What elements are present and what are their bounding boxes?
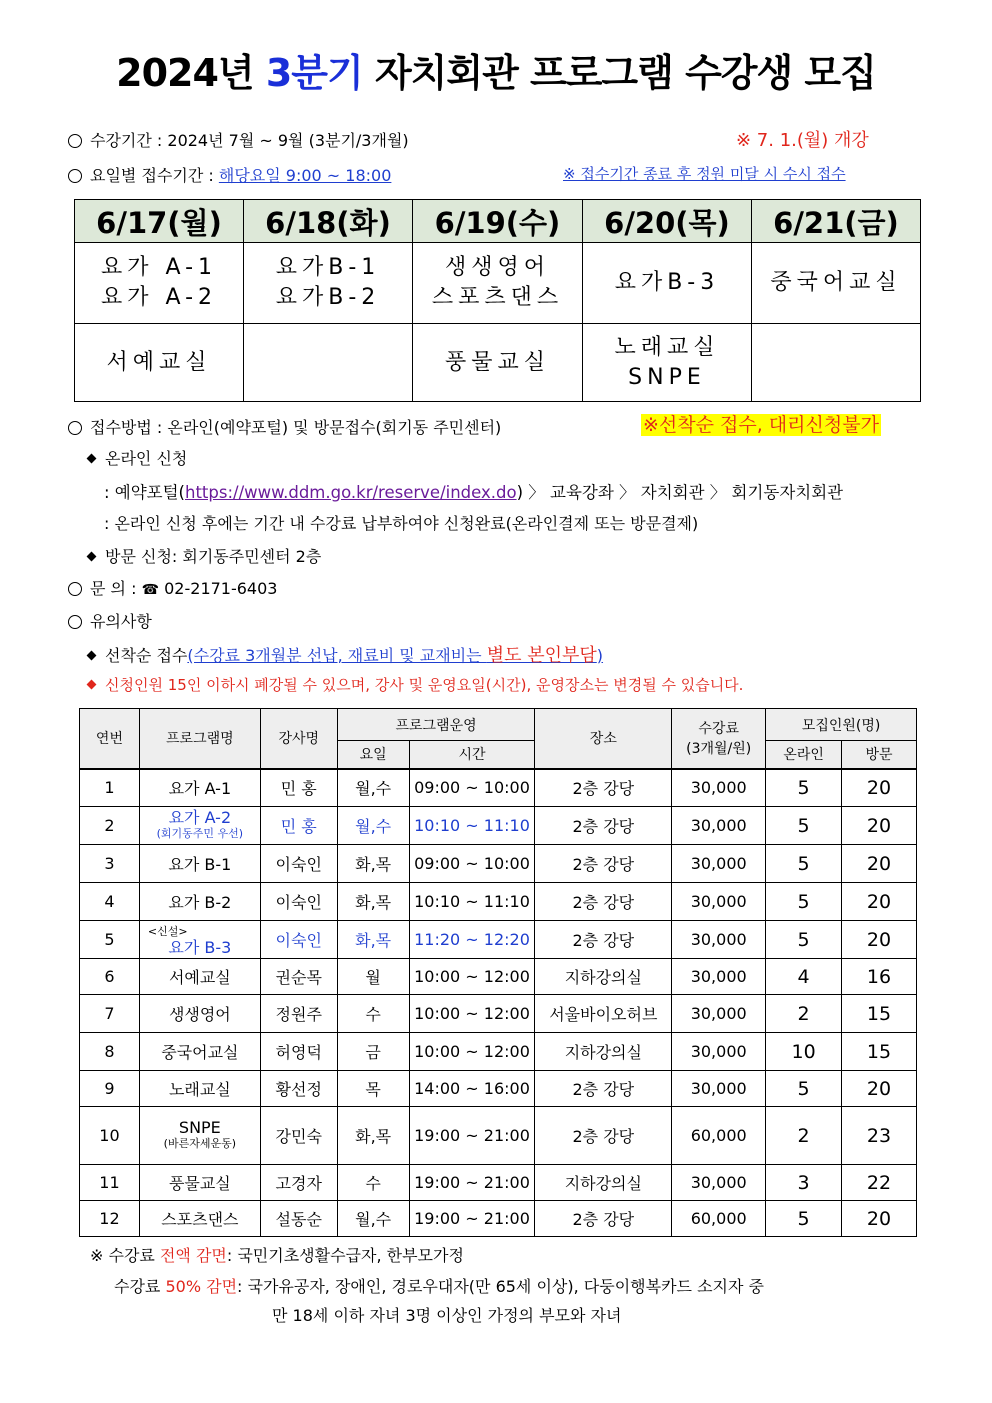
header-place: 장소 — [535, 709, 672, 769]
cell-time: 10:10 ~ 11:10 — [409, 807, 535, 845]
cell-teacher: 민 홍 — [260, 807, 337, 845]
cell-online: 5 — [766, 845, 842, 883]
cell-no: 6 — [80, 959, 140, 995]
cell-fee: 30,000 — [672, 995, 766, 1033]
cell-place: 2층 강당 — [535, 921, 672, 959]
schedule-program: 요가B-3 — [614, 270, 720, 295]
cell-day: 월,수 — [337, 1201, 409, 1237]
header-no: 연번 — [80, 709, 140, 769]
circle-bullet-icon — [68, 421, 82, 435]
program-name: 스포츠댄스 — [161, 1210, 239, 1229]
portal-link[interactable]: https://www.ddm.go.kr/reserve/index.do — [185, 483, 517, 502]
online-note: : 온라인 신청 후에는 기간 내 수강료 납부하여야 신청완료(온라인결제 또는 방문결제) — [104, 514, 699, 533]
program-table — [79, 708, 917, 1237]
schedule-day-header: 6/20(목) — [582, 200, 751, 243]
notes-title: 유의사항 — [68, 609, 152, 632]
cell-no: 12 — [80, 1201, 140, 1237]
cell-online: 5 — [766, 921, 842, 959]
table-row — [80, 1071, 917, 1107]
cell-visit: 20 — [842, 1071, 917, 1107]
cell-place: 2층 강당 — [535, 1071, 672, 1107]
cell-online: 2 — [766, 995, 842, 1033]
cell-day: 월,수 — [337, 807, 409, 845]
notes-item-2: 신청인원 15인 이하시 폐강될 수 있으며, 강사 및 운영요일(시간), 운영장소는 변경될 수 있습니다. — [84, 674, 743, 695]
cell-day: 화,목 — [337, 1107, 409, 1165]
cell-no: 3 — [80, 845, 140, 883]
period-line: 수강기간 : 2024년 7월 ~ 9월 (3분기/3개월) — [68, 128, 409, 151]
cell-no: 9 — [80, 1071, 140, 1107]
header-online: 온라인 — [766, 741, 842, 769]
schedule-cell — [244, 324, 413, 402]
cell-place: 2층 강당 — [535, 1107, 672, 1165]
cell-online: 5 — [766, 769, 842, 807]
cell-visit: 20 — [842, 1201, 917, 1237]
table-row — [80, 959, 917, 995]
program-name: 풍물교실 — [168, 1174, 231, 1193]
schedule-program: 요가B-1 — [275, 255, 381, 280]
cell-no: 11 — [80, 1165, 140, 1201]
header-time: 시간 — [409, 741, 535, 769]
schedule-cell — [582, 243, 751, 324]
reception-note: ※ 접수기간 종료 후 정원 미달 시 수시 접수 — [563, 165, 846, 183]
cell-time: 11:20 ~ 12:20 — [409, 921, 535, 959]
cell-name — [139, 1165, 260, 1201]
cell-teacher: 고경자 — [260, 1165, 337, 1201]
cell-no: 7 — [80, 995, 140, 1033]
table-row — [80, 995, 917, 1033]
cell-name — [139, 845, 260, 883]
diamond-bullet-icon — [87, 552, 97, 562]
header-teacher: 강사명 — [260, 709, 337, 769]
cell-visit: 23 — [842, 1107, 917, 1165]
cell-teacher: 강민숙 — [260, 1107, 337, 1165]
program-name: 요가 A-1 — [168, 779, 232, 799]
cell-time: 14:00 ~ 16:00 — [409, 1071, 535, 1107]
schedule-program: 중국어교실 — [770, 270, 902, 295]
cell-day: 화,목 — [337, 845, 409, 883]
cell-online: 2 — [766, 1107, 842, 1165]
cell-time: 19:00 ~ 21:00 — [409, 1201, 535, 1237]
footer-line-2: 수강료 50% 감면: 국가유공자, 장애인, 경로우대자(만 65세 이상), 다둥이행복카드 소지자 중 — [114, 1277, 764, 1296]
notes-item-1: 선착순 접수(수강료 3개월분 선납, 재료비 및 교재비는 별도 본인부담) — [84, 641, 603, 667]
cell-fee: 30,000 — [672, 959, 766, 995]
cell-fee: 30,000 — [672, 845, 766, 883]
footer-line-3: 만 18세 이하 자녀 3명 이상인 가정의 부모와 자녀 — [272, 1306, 622, 1325]
cell-name — [139, 807, 260, 845]
cell-name — [139, 995, 260, 1033]
circle-bullet-icon — [68, 134, 82, 148]
cell-online: 4 — [766, 959, 842, 995]
cell-teacher: 설동순 — [260, 1201, 337, 1237]
cell-day: 금 — [337, 1033, 409, 1071]
cell-time: 09:00 ~ 10:00 — [409, 769, 535, 807]
cell-teacher: 정원주 — [260, 995, 337, 1033]
table-row — [80, 769, 917, 807]
cell-fee: 30,000 — [672, 883, 766, 921]
cell-day: 월,수 — [337, 769, 409, 807]
diamond-bullet-icon — [87, 651, 97, 661]
cell-name — [139, 1033, 260, 1071]
cell-no: 1 — [80, 769, 140, 807]
cell-time: 09:00 ~ 10:00 — [409, 845, 535, 883]
program-name: SNPE — [178, 1117, 221, 1137]
program-name: 노래교실 — [168, 1080, 231, 1099]
diamond-bullet-icon — [87, 454, 97, 464]
schedule-program: 요가 A-1 — [101, 255, 217, 280]
schedule-program: SNPE — [628, 364, 706, 390]
cell-day: 수 — [337, 1165, 409, 1201]
cell-name — [139, 1201, 260, 1237]
contact-line: 문 의 : ☎ 02-2171-6403 — [68, 576, 277, 599]
cell-fee: 60,000 — [672, 1201, 766, 1237]
cell-name — [139, 1107, 260, 1165]
cell-place: 2층 강당 — [535, 845, 672, 883]
footer-line-1: ※ 수강료 전액 감면: 국민기초생활수급자, 한부모가정 — [90, 1246, 464, 1265]
schedule-program: 노래교실 — [614, 334, 720, 360]
header-day: 요일 — [337, 741, 409, 769]
header-fee: 수강료 (3개월/원) — [672, 709, 766, 769]
cell-name — [139, 959, 260, 995]
cell-visit: 15 — [842, 1033, 917, 1071]
cell-online: 10 — [766, 1033, 842, 1071]
program-name: 요가 B-2 — [168, 893, 232, 912]
table-row — [80, 1033, 917, 1071]
cell-place: 2층 강당 — [535, 1201, 672, 1237]
cell-name — [139, 883, 260, 921]
schedule-program: 서예교실 — [106, 349, 212, 375]
cell-no: 5 — [80, 921, 140, 959]
cell-visit: 22 — [842, 1165, 917, 1201]
header-quota: 모집인원(명) — [766, 709, 917, 741]
cell-no: 8 — [80, 1033, 140, 1071]
cell-teacher: 민 홍 — [260, 769, 337, 807]
cell-visit: 20 — [842, 845, 917, 883]
cell-teacher: 권순목 — [260, 959, 337, 995]
cell-name — [139, 1071, 260, 1107]
cell-fee: 30,000 — [672, 1071, 766, 1107]
cell-online: 5 — [766, 883, 842, 921]
schedule-program: 스포츠댄스 — [431, 285, 564, 310]
cell-day: 목 — [337, 1071, 409, 1107]
cell-no: 10 — [80, 1107, 140, 1165]
schedule-day-header: 6/17(월) — [75, 200, 244, 243]
cell-visit: 15 — [842, 995, 917, 1033]
circle-bullet-icon — [68, 615, 82, 629]
header-operation: 프로그램운영 — [337, 709, 535, 741]
phone-icon: ☎ — [141, 582, 160, 598]
cell-fee: 30,000 — [672, 769, 766, 807]
cell-time: 10:00 ~ 12:00 — [409, 995, 535, 1033]
cell-visit: 20 — [842, 883, 917, 921]
reception-line: 요일별 접수기간 : 해당요일 9:00 ~ 18:00 — [68, 163, 391, 186]
cell-name — [139, 769, 260, 807]
method-line: 접수방법 : 온라인(예약포털) 및 방문접수(회기동 주민센터) — [68, 415, 501, 438]
cell-fee: 60,000 — [672, 1107, 766, 1165]
cell-day: 월 — [337, 959, 409, 995]
cell-no: 4 — [80, 883, 140, 921]
new-tag: <신설> — [147, 924, 188, 938]
cell-time: 19:00 ~ 21:00 — [409, 1165, 535, 1201]
schedule-program: 요가B-2 — [275, 285, 381, 310]
table-row — [80, 807, 917, 845]
diamond-bullet-icon — [87, 680, 97, 690]
cell-teacher: 이숙인 — [260, 883, 337, 921]
cell-no: 2 — [80, 807, 140, 845]
reception-schedule-table — [74, 199, 921, 402]
cell-teacher: 이숙인 — [260, 845, 337, 883]
program-name: 생생영어 — [168, 1005, 231, 1024]
table-row — [80, 1201, 917, 1237]
cell-teacher: 이숙인 — [260, 921, 337, 959]
method-highlight: ※선착순 접수, 대리신청불가 — [643, 414, 879, 436]
table-row — [80, 921, 917, 959]
cell-online: 3 — [766, 1165, 842, 1201]
schedule-cell — [244, 243, 413, 324]
opening-note: ※ 7. 1.(월) 개강 — [736, 130, 869, 151]
table-row — [80, 1107, 917, 1165]
cell-place: 서울바이오허브 — [535, 995, 672, 1033]
schedule-day-header: 6/19(수) — [413, 200, 583, 243]
cell-time: 10:00 ~ 12:00 — [409, 1033, 535, 1071]
cell-fee: 30,000 — [672, 921, 766, 959]
program-name: 요가 A-2 — [168, 807, 232, 827]
program-name: 중국어교실 — [161, 1043, 239, 1062]
schedule-cell — [75, 324, 244, 402]
schedule-cell — [751, 243, 920, 324]
program-name: 서예교실 — [168, 968, 231, 987]
page-title: 2024년 3분기 자치회관 프로그램 수강생 모집 — [116, 51, 876, 95]
visit-line: 방문 신청: 회기동주민센터 2층 — [84, 544, 321, 567]
circle-bullet-icon — [68, 169, 82, 183]
schedule-program: 풍물교실 — [444, 349, 550, 375]
program-subtitle: (회기동주민 우선) — [156, 826, 244, 840]
cell-time: 19:00 ~ 21:00 — [409, 1107, 535, 1165]
header-visit: 방문 — [842, 741, 917, 769]
cell-place: 2층 강당 — [535, 769, 672, 807]
cell-place: 2층 강당 — [535, 807, 672, 845]
cell-time: 10:10 ~ 11:10 — [409, 883, 535, 921]
cell-teacher: 황선정 — [260, 1071, 337, 1107]
schedule-cell — [413, 243, 583, 324]
schedule-cell — [751, 324, 920, 402]
cell-place: 2층 강당 — [535, 883, 672, 921]
schedule-day-header: 6/21(금) — [751, 200, 920, 243]
cell-online: 5 — [766, 1201, 842, 1237]
schedule-day-header: 6/18(화) — [244, 200, 413, 243]
cell-name — [139, 921, 260, 959]
circle-bullet-icon — [68, 582, 82, 596]
cell-fee: 30,000 — [672, 1165, 766, 1201]
cell-visit: 20 — [842, 769, 917, 807]
schedule-cell — [413, 324, 583, 402]
program-subtitle: (바른자세운동) — [163, 1136, 237, 1150]
cell-day: 화,목 — [337, 921, 409, 959]
schedule-cell — [75, 243, 244, 324]
cell-visit: 20 — [842, 807, 917, 845]
table-row — [80, 883, 917, 921]
schedule-program: 생생영어 — [444, 255, 550, 280]
cell-day: 수 — [337, 995, 409, 1033]
cell-place: 지하강의실 — [535, 1033, 672, 1071]
cell-teacher: 허영덕 — [260, 1033, 337, 1071]
cell-day: 화,목 — [337, 883, 409, 921]
online-label: 온라인 신청 — [84, 446, 187, 469]
header-name: 프로그램명 — [139, 709, 260, 769]
program-name: 요가 B-3 — [168, 937, 232, 957]
schedule-program: 요가 A-2 — [101, 285, 217, 310]
cell-time: 10:00 ~ 12:00 — [409, 959, 535, 995]
table-row — [80, 1165, 917, 1201]
cell-place: 지하강의실 — [535, 959, 672, 995]
program-name: 요가 B-1 — [168, 855, 232, 874]
cell-visit: 20 — [842, 921, 917, 959]
cell-online: 5 — [766, 1071, 842, 1107]
online-portal: : 예약포털(https://www.ddm.go.kr/reserve/index.do) 〉 교육강좌 〉 자치회관 〉 회기동자치회관 — [104, 483, 844, 502]
cell-fee: 30,000 — [672, 1033, 766, 1071]
cell-fee: 30,000 — [672, 807, 766, 845]
cell-place: 지하강의실 — [535, 1165, 672, 1201]
schedule-cell — [582, 324, 751, 402]
table-row — [80, 845, 917, 883]
cell-visit: 16 — [842, 959, 917, 995]
cell-online: 5 — [766, 807, 842, 845]
